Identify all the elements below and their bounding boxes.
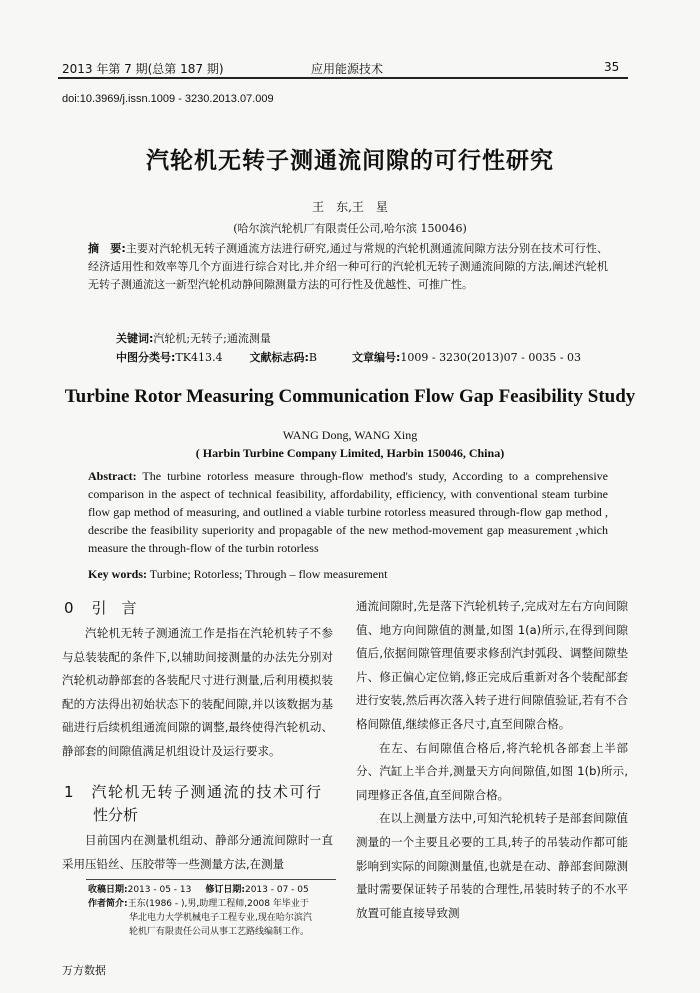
section-1-paragraph: 目前国内在测量机组动、静部分通流间隙时一直采用压铅丝、压胶带等一些测量方法,在测量: [62, 833, 333, 871]
keywords-en: [88, 565, 387, 583]
authors-cn: 王 东,王 星: [312, 200, 388, 214]
title-cn: 汽轮机无转子测通流间隙的可行性研究: [146, 148, 554, 174]
header-journal: 应用能源技术: [311, 62, 384, 76]
keywords-en-label: Key words:: [88, 567, 147, 581]
abstract-en: [88, 467, 608, 557]
right-column-paragraph-1: 通流间隙时,先是落下汽轮机转子,完成对左右方向间隙值、地方向间隙值的测量,如图 1(a)所示,在得到间隙值后,依据间隙管理值要求修刮汽封弧段、调整间隙垫片、修正偏心定位销,修正完成后重新对各个装配部套进行安装,然后再次落入转子进行间隙值验证,若有不合格间隙值,继续修正各尺寸,直至间隙合格。: [356, 599, 628, 731]
abstract-cn-text: 主要对汽轮机无转子测通流方法进行研究,通过与常规的汽轮机测通流间隙方法分别在技术可行性、经济适用性和效率等几个方面进行综合对比,并介绍一种可行的汽轮机无转子测通流间隙的方法,阐述汽轮机无转子测通流这一新型汽轮机动静间隙测量方法的可行性及优越性、可推广性。: [88, 242, 608, 291]
doc-code-label: 文献标志码:: [249, 351, 309, 364]
received-date: 2013 - 05 - 13: [127, 885, 192, 895]
section-0-title: 引 言: [91, 599, 137, 617]
keywords-cn: [116, 330, 271, 348]
author-bio-label: 作者简介:: [88, 899, 128, 909]
author-bio-line3: 轮机厂有限责任公司从事工艺路线编制工作。: [129, 927, 310, 937]
footnote-rule: [86, 879, 336, 880]
clc-value: TK413.4: [175, 351, 223, 364]
abstract-en-label: Abstract:: [88, 469, 137, 483]
doc-code-value: B: [308, 351, 317, 364]
right-column-paragraph-3: 在以上测量方法中,可知汽轮机转子是部套间隙值测量的一个主要且必要的工具,转子的吊装动作都可能影响到实际的间隙测量值,也就是在动、静部套间隙测量时需要保证转子吊装的合理性,吊装时转子的不水平放置可能直接导致测: [356, 811, 628, 920]
author-bio-line1: 王东(1986 - ),男,助理工程师,2008 年毕业于: [127, 899, 309, 909]
section-0-number: 0: [64, 599, 74, 617]
right-column: [356, 595, 628, 925]
classification-row: [116, 349, 581, 367]
revised-label: 修订日期:: [205, 885, 245, 895]
article-number-label: 文章编号:: [351, 351, 401, 364]
title-en: Turbine Rotor Measuring Communication Flow Gap Feasibility Study: [64, 386, 636, 407]
keywords-cn-text: 汽轮机;无转子;通流测量: [153, 332, 271, 345]
section-0-heading: [64, 597, 137, 618]
keywords-cn-label: 关键词:: [116, 332, 154, 345]
section-1-heading: [64, 781, 323, 827]
revised-date: 2013 - 07 - 05: [244, 885, 309, 895]
footnote: [88, 883, 338, 939]
affiliation-en: ( Harbin Turbine Company Limited, Harbin 150046, China): [195, 446, 505, 460]
doi: doi:10.3969/j.issn.1009 - 3230.2013.07.009: [62, 93, 274, 105]
header-issue: 2013 年第 7 期(总第 187 期): [62, 62, 224, 76]
watermark: 万方数据: [62, 964, 106, 977]
affiliation-cn: (哈尔滨汽轮机厂有限责任公司,哈尔滨 150046): [233, 222, 467, 235]
abstract-en-text: The turbine rotorless measure through-flow method's study, According to a comprehensive comparison in the aspect of technical feasibility, affordability, efficiency, with conventional steam turbine flow gap method of measuring, and outlined a viable turbine rotorless measured through-flow gap method , describe the feasibility superiority and propagable of the new method-movement gap measurement ,which measure the through-flow of the turbin rotorless: [88, 469, 608, 555]
header-rule: [58, 77, 628, 79]
abstract-cn: [88, 240, 608, 294]
article-number-value: 1009 - 3230(2013)07 - 0035 - 03: [400, 351, 582, 364]
keywords-en-text: Turbine; Rotorless; Through – flow measurement: [147, 567, 388, 581]
section-1-number: 1: [64, 783, 74, 801]
clc-label: 中图分类号:: [116, 351, 176, 364]
section-1-body: [62, 829, 333, 876]
section-1-title-line2: 性分析: [93, 806, 139, 824]
abstract-cn-label: 摘 要:: [88, 242, 126, 255]
header-page-number: 35: [604, 60, 620, 74]
author-bio-line2: 华北电力大学机械电子工程专业,现在哈尔滨汽: [129, 913, 312, 923]
authors-en: WANG Dong, WANG Xing: [282, 428, 418, 442]
section-1-title-line1: 汽轮机无转子测通流的技术可行: [91, 783, 323, 801]
section-0-paragraph: 汽轮机无转子测通流工作是指在汽轮机转子不参与总装装配的条件下,以辅助间接测量的办法先分别对汽轮机动静部套的各装配尺寸进行测量,后利用模拟装配的方法得出初始状态下的装配间隙,并以该数据为基础进行后续机组通流间隙的调整,最终使得汽轮机动、静部套的间隙值满足机组设计及运行要求。: [62, 626, 333, 758]
right-column-paragraph-2: 在左、右间隙值合格后,将汽轮机各部套上半部分、汽缸上半合并,测量天方向间隙值,如图 1(b)所示,同理修正各值,直至间隙合格。: [356, 740, 628, 802]
section-0-body: [62, 622, 333, 764]
received-label: 收稿日期:: [88, 885, 128, 895]
